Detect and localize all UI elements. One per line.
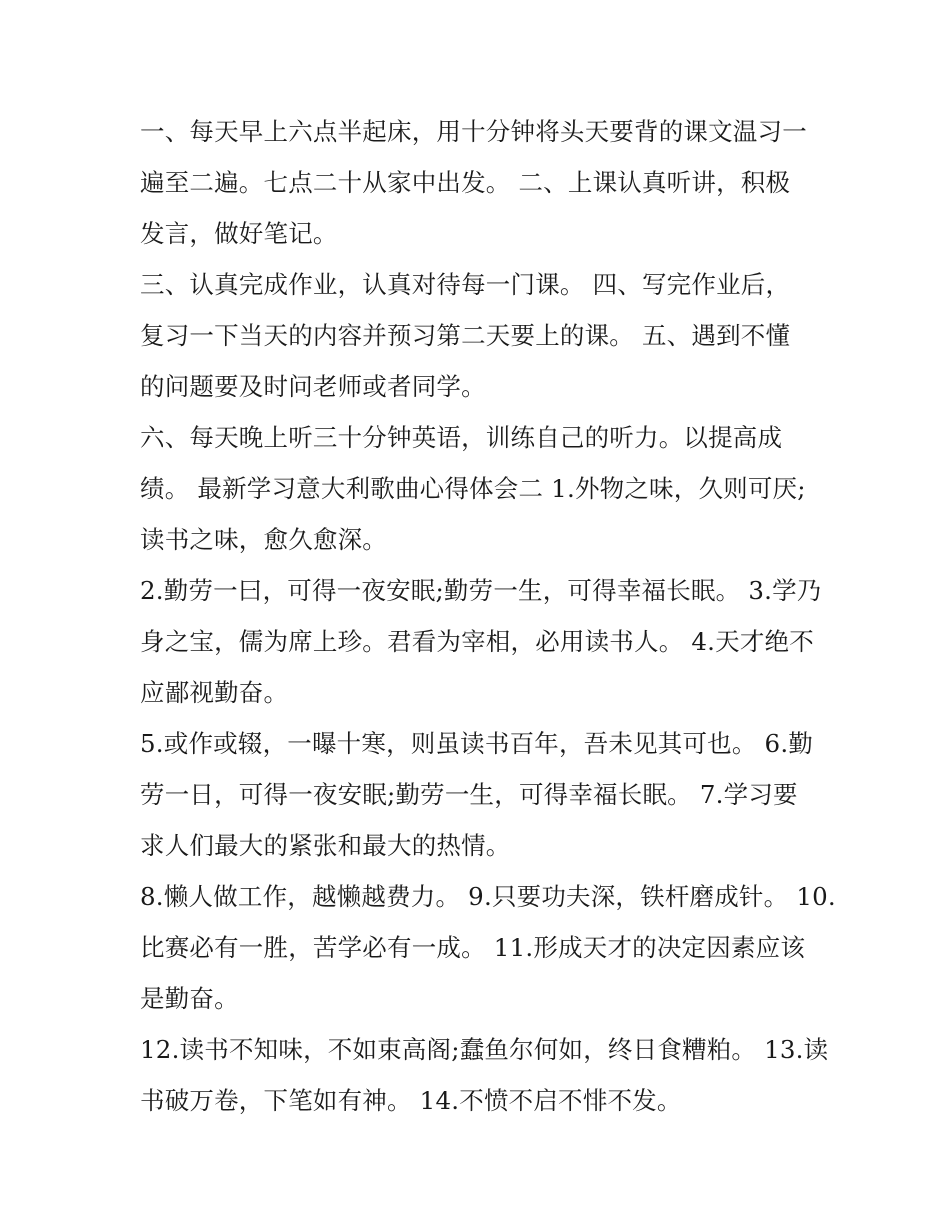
text-line: 劳一日，可得一夜安眠;勤劳一生，可得幸福长眠。 7.学习要 <box>140 780 798 809</box>
text-line: 复习一下当天的内容并预习第二天要上的课。 五、遇到不懂 <box>140 321 791 350</box>
text-line: 读书之味，愈久愈深。 <box>140 525 387 554</box>
text-line: 比赛必有一胜，苦学必有一成。 11.形成天才的决定因素应该 <box>140 933 806 962</box>
text-line: 求人们最大的紧张和最大的热情。 <box>140 831 511 860</box>
text-line: 三、认真完成作业，认真对待每一门课。 四、写完作业后， <box>140 270 791 299</box>
text-line: 六、每天晚上听三十分钟英语，训练自己的听力。以提高成 <box>140 423 783 452</box>
text-line: 绩。 最新学习意大利歌曲心得体会二 1.外物之味，久则可厌; <box>140 474 806 503</box>
text-line: 应鄙视勤奋。 <box>140 678 289 707</box>
text-line: 5.或作或辍，一曝十寒，则虽读书百年，吾未见其可也。 6.勤 <box>140 729 814 758</box>
text-line: 身之宝，儒为席上珍。君看为宰相，必用读书人。 4.天才绝不 <box>140 627 814 656</box>
text-line: 遍至二遍。七点二十从家中出发。 二、上课认真听讲，积极 <box>140 168 791 197</box>
document-body <box>140 106 836 1126</box>
text-line: 2.勤劳一曰，可得一夜安眠;勤劳一生，可得幸福长眠。 3.学乃 <box>140 576 822 605</box>
text-line: 8.懒人做工作，越懒越费力。 9.只要功夫深，铁杆磨成针。 10. <box>140 882 836 911</box>
text-line: 12.读书不知味，不如束高阁;蠢鱼尔何如，终日食糟粕。 13.读 <box>140 1035 829 1064</box>
text-line: 是勤奋。 <box>140 984 239 1013</box>
text-line: 一、每天早上六点半起床，用十分钟将头天要背的课文温习一 <box>140 117 807 146</box>
text-line: 发言，做好笔记。 <box>140 219 338 248</box>
text-line: 的问题要及时问老师或者同学。 <box>140 372 486 401</box>
text-line: 书破万卷，下笔如有神。 14.不愤不启不悱不发。 <box>140 1086 682 1115</box>
